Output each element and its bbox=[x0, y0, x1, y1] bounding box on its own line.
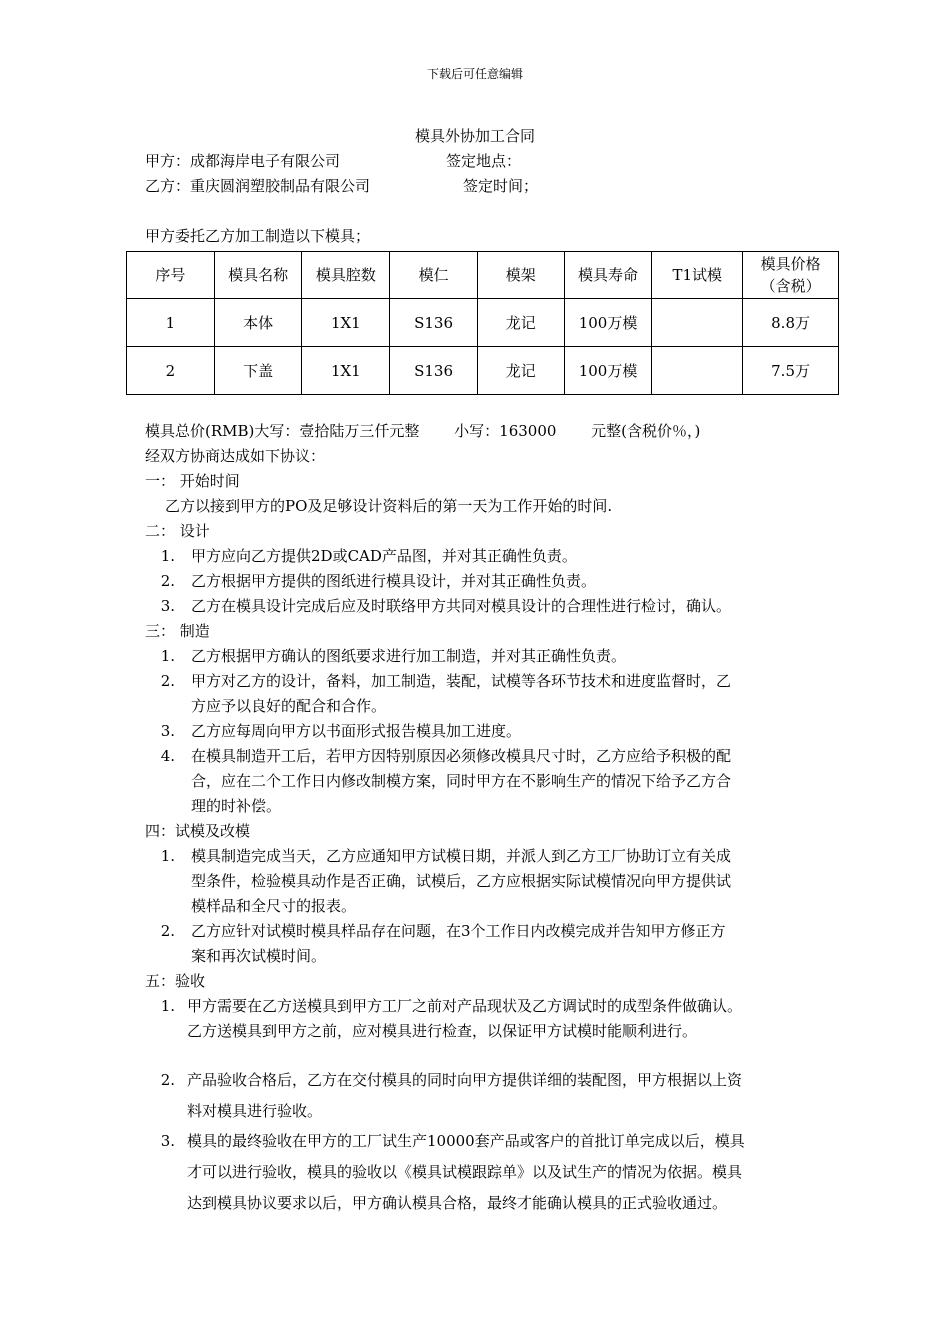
list-item: 乙方应针对试模时模具样品存在问题，在3个工作日内改模完成并告知甲方修正方 bbox=[191, 922, 726, 940]
list-item-continued: 合，应在二个工作日内修改制模方案，同时甲方在不影响生产的情况下给予乙方合 bbox=[191, 772, 732, 790]
table-cell: 2 bbox=[127, 347, 215, 395]
header-note: 下载后可任意编辑 bbox=[426, 67, 523, 81]
header-cell bbox=[743, 252, 839, 299]
list-item: 在模具制造开工后，若甲方因特别原因必须修改模具尺寸时，乙方应给予积极的配 bbox=[191, 747, 732, 765]
table-cell: 1X1 bbox=[302, 347, 390, 395]
table-cell: 1 bbox=[127, 299, 215, 347]
list-number: 4. bbox=[160, 747, 175, 765]
table-cell: 100万模 bbox=[564, 347, 652, 395]
table-row bbox=[127, 347, 839, 395]
header-cell: 模具名称 bbox=[214, 252, 302, 299]
table-cell: S136 bbox=[390, 347, 478, 395]
list-number: 3. bbox=[160, 722, 175, 740]
list-number: 3. bbox=[160, 597, 175, 615]
table-cell: 8.8万 bbox=[743, 299, 839, 347]
sign-time: 签定时间； bbox=[463, 177, 539, 195]
list-item-continued: 型条件，检验模具动作是否正确，试模后，乙方应根据实际试模情况向甲方提供试 bbox=[191, 872, 732, 890]
header-cell: 模仁 bbox=[390, 252, 478, 299]
list-item: 甲方对乙方的设计，备料，加工制造，装配，试模等各环节技术和进度监督时，乙 bbox=[191, 672, 732, 690]
section-3-heading: 三： 制造 bbox=[145, 622, 210, 640]
list-item-continued: 达到模具协议要求以后，甲方确认模具合格，最终才能确认模具的正式验收通过。 bbox=[187, 1194, 728, 1212]
header-cell: 序号 bbox=[127, 252, 215, 299]
table-cell: 龙记 bbox=[477, 299, 564, 347]
list-number: 2. bbox=[160, 922, 175, 940]
table-row bbox=[127, 299, 839, 347]
list-item: 甲方需要在乙方送模具到甲方工厂之前对产品现状及乙方调试时的成型条件做确认。 bbox=[187, 997, 743, 1015]
list-item: 甲方应向乙方提供2D或CAD产品图，并对其正确性负责。 bbox=[191, 547, 577, 565]
list-item: 模具制造完成当天，乙方应通知甲方试模日期，并派人到乙方工厂协助订立有关成 bbox=[191, 847, 732, 865]
section-5-heading: 五：验收 bbox=[145, 972, 206, 990]
party-a: 甲方：成都海岸电子有限公司 bbox=[145, 152, 341, 170]
list-item: 模具的最终验收在甲方的工厂试生产10000套产品或客户的首批订单完成以后，模具 bbox=[187, 1132, 745, 1150]
agreement-intro: 经双方协商达成如下协议： bbox=[145, 447, 326, 465]
price-header-line2: （含税） bbox=[760, 277, 821, 295]
header-cell: 模具寿命 bbox=[564, 252, 652, 299]
table-cell bbox=[652, 347, 743, 395]
table-cell: 下盖 bbox=[214, 347, 302, 395]
list-number: 2. bbox=[160, 1071, 175, 1089]
list-number: 1. bbox=[160, 647, 175, 665]
total-price-line: 模具总价(RMB)大写：壹拾陆万三仟元整 小写：163000 元整(含税价％，) bbox=[145, 422, 701, 440]
party-b: 乙方：重庆圆润塑胶制品有限公司 bbox=[145, 177, 371, 195]
header-cell: T1试模 bbox=[652, 252, 743, 299]
section-2-heading: 二： 设计 bbox=[145, 522, 210, 540]
list-item-continued: 案和再次试模时间。 bbox=[191, 947, 327, 965]
table-cell: 7.5万 bbox=[743, 347, 839, 395]
intro-text: 甲方委托乙方加工制造以下模具； bbox=[145, 227, 371, 245]
list-item-continued: 乙方送模具到甲方之前，应对模具进行检查，以保证甲方试模时能顺利进行。 bbox=[187, 1022, 698, 1040]
list-number: 1. bbox=[160, 997, 175, 1015]
table-cell: 本体 bbox=[214, 299, 302, 347]
mold-table bbox=[126, 251, 839, 395]
header-cell: 模架 bbox=[477, 252, 564, 299]
table-cell bbox=[652, 299, 743, 347]
list-number: 2. bbox=[160, 672, 175, 690]
table-cell: 100万模 bbox=[564, 299, 652, 347]
table-header-row bbox=[127, 252, 839, 299]
list-item: 乙方应每周向甲方以书面形式报告模具加工进度。 bbox=[191, 722, 522, 740]
list-item: 乙方根据甲方确认的图纸要求进行加工制造，并对其正确性负责。 bbox=[191, 647, 627, 665]
list-item-continued: 方应予以良好的配合和合作。 bbox=[191, 697, 387, 715]
document-title: 模具外协加工合同 bbox=[414, 127, 535, 145]
list-item: 乙方在模具设计完成后应及时联络甲方共同对模具设计的合理性进行检讨，确认。 bbox=[191, 597, 732, 615]
list-number: 1. bbox=[160, 547, 175, 565]
table-cell: 1X1 bbox=[302, 299, 390, 347]
list-number: 1. bbox=[160, 847, 175, 865]
section-4-heading: 四：试模及改模 bbox=[145, 822, 251, 840]
section-1-heading: 一： 开始时间 bbox=[145, 472, 240, 490]
list-number: 2. bbox=[160, 572, 175, 590]
list-item-continued: 模样品和全尺寸的报表。 bbox=[191, 897, 357, 915]
table-cell: 龙记 bbox=[477, 347, 564, 395]
list-item-continued: 料对模具进行验收。 bbox=[187, 1102, 323, 1120]
list-item: 乙方根据甲方提供的图纸进行模具设计，并对其正确性负责。 bbox=[191, 572, 597, 590]
section-1-text: 乙方以接到甲方的PO及足够设计资料后的第一天为工作开始的时间. bbox=[165, 497, 613, 515]
list-number: 3. bbox=[160, 1132, 175, 1150]
sign-place: 签定地点： bbox=[446, 152, 522, 170]
list-item-continued: 理的时补偿。 bbox=[191, 797, 282, 815]
price-header-line1: 模具价格 bbox=[760, 255, 821, 273]
header-cell: 模具腔数 bbox=[302, 252, 390, 299]
list-item-continued: 才可以进行验收，模具的验收以《模具试模跟踪单》以及试生产的情况为依据。模具 bbox=[187, 1163, 743, 1181]
table-cell: S136 bbox=[390, 299, 478, 347]
list-item: 产品验收合格后，乙方在交付模具的同时向甲方提供详细的装配图，甲方根据以上资 bbox=[187, 1071, 743, 1089]
